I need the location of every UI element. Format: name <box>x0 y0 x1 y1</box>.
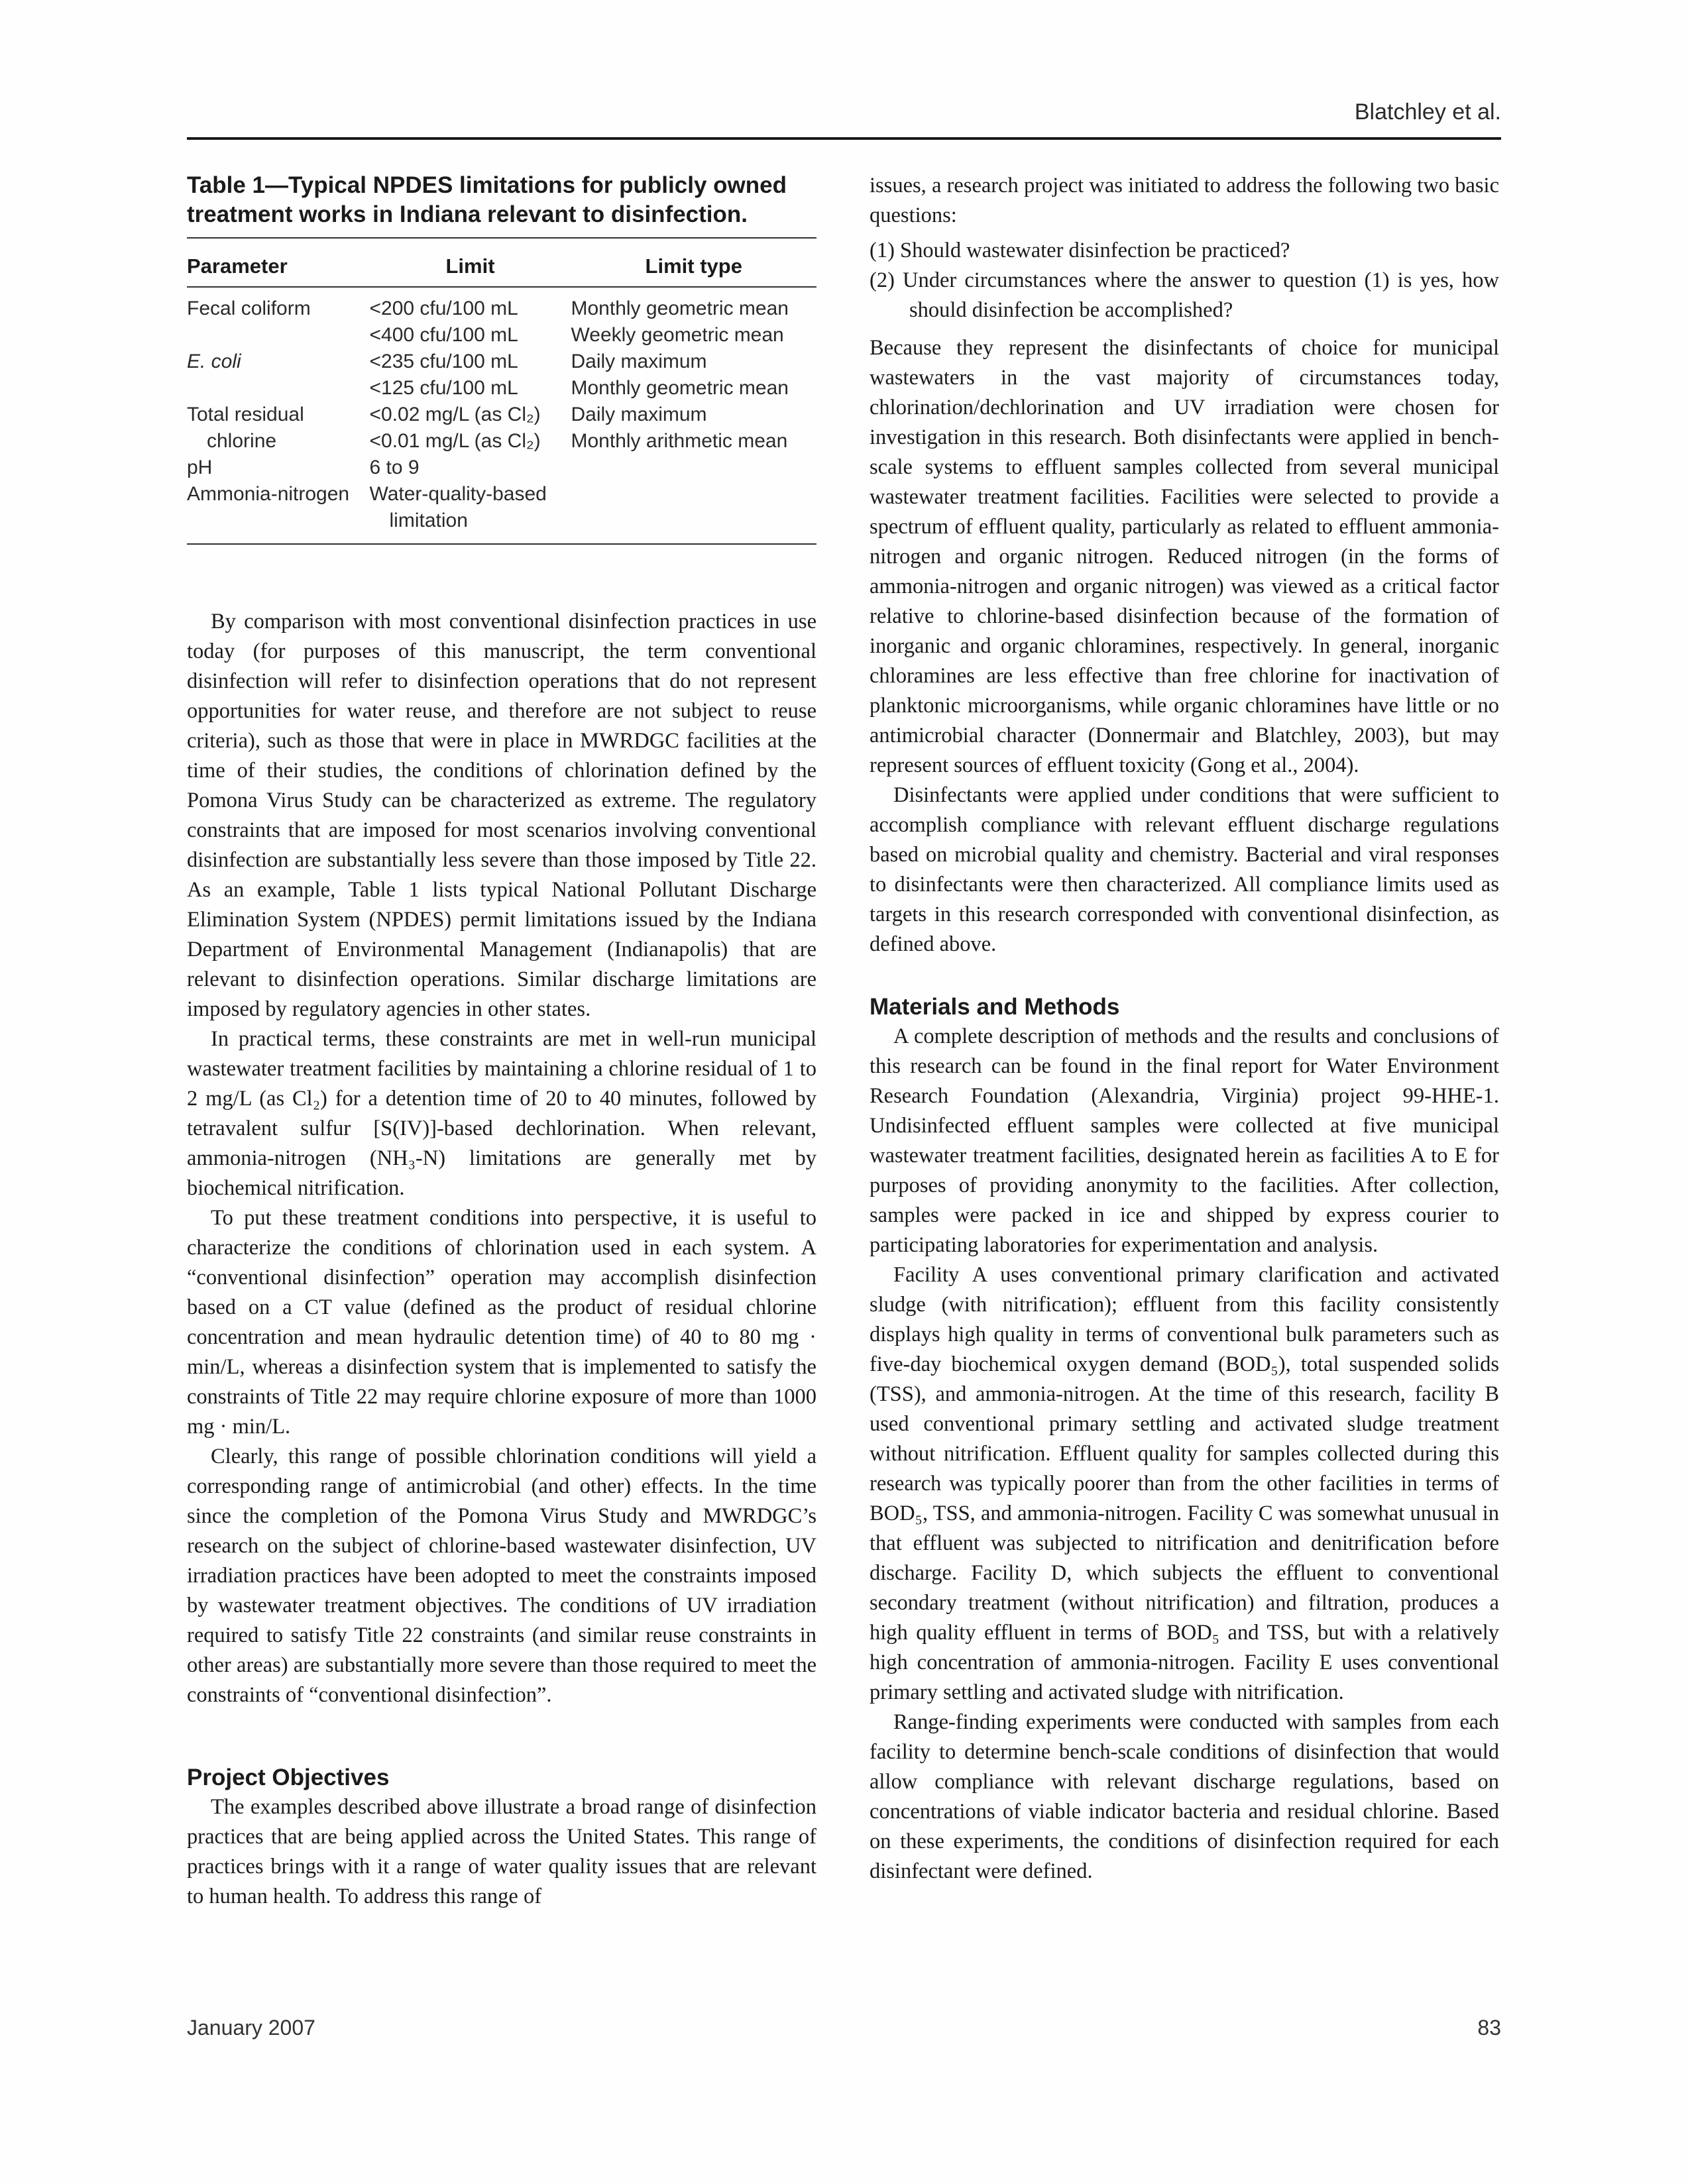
paragraph: Facility A uses conventional primary clarification and activated sludge (with nitrification); effluent from this facility consistently displays high quality in terms of conventional bulk parameters such as five-day biochemical oxygen demand (BOD₅), total suspended solids (TSS), and ammonia-nitrogen. At the time of this research, facility B used conventional primary settling and activated sludge treatment without nitrification. Effluent quality for samples collected during this research was typically poorer than from the other facilities in terms of BOD₅, TSS, and ammonia-nitrogen. Facility C was somewhat unusual in that effluent was subjected to nitrification and denitrification before discharge. Facility D, which subjects the effluent to conventional secondary treatment (without nitrification) and filtration, produces a high quality effluent in terms of BOD₅ and TSS, but with a relatively high concentration of ammonia-nitrogen. Facility E uses conventional primary settling and activated sludge with nitrification. <box>870 1263 1499 1704</box>
paragraph: issues, a research project was initiated to address the following two basic questions: <box>870 174 1499 227</box>
paragraph: By comparison with most conventional disinfection practices in use today (for purposes of this manuscript, the term conventional disinfection will refer to disinfection operations that do not represent opportunities for water reuse, and therefore are not subject to reuse criteria), such as those that were in place in MWRDGC facilities at the time of their studies, the conditions of chlorination defined by the Pomona Virus Study can be characterized as extreme. The regulatory constraints that are imposed for most scenarios involving conventional disinfection are substantially less severe than those imposed by Title 22. As an example, Table 1 lists typical National Pollutant Discharge Elimination System (NPDES) permit limitations issued by the Indiana Department of Environmental Management (Indianapolis) that are relevant to disinfection operations. Similar discharge limitations are imposed by regulatory agencies in other states. <box>187 610 816 1021</box>
table-cell-type <box>571 481 817 508</box>
table-cell-limit: <0.02 mg/L (as Cl₂) <box>369 404 541 425</box>
paragraph: Clearly, this range of possible chlorination conditions will yield a corresponding range of antimicrobial (and other) effects. In the time since the completion of the Pomona Virus Study and MWRDGC’s research on the subject of chlorine-based wastewater disinfection, UV irradiation practices have been adopted to meet the constraints imposed by wastewater treatment objectives. The conditions of UV irradiation required to satisfy Title 22 constraints (and similar reuse constraints in other areas) are substantially more severe than those required to meet the constraints of “conventional disinfection”. <box>187 1445 816 1707</box>
list-item <box>870 266 1499 325</box>
section-heading-materials-methods: Materials and Methods <box>870 994 1120 1020</box>
table-cell-limit: <235 cfu/100 mL <box>369 351 518 372</box>
question-text: Under circumstances where the answer to question (1) is yes, how should disinfection be accomplished? <box>903 268 1500 322</box>
table-cell-type: Daily maximum <box>571 404 707 425</box>
table-cell-parameter <box>187 508 370 543</box>
section-heading-project-objectives: Project Objectives <box>187 1765 390 1790</box>
table-cell-limit: <125 cfu/100 mL <box>369 377 518 399</box>
table-row <box>187 287 816 322</box>
table-row <box>187 508 816 543</box>
table-cell-limit: 6 to 9 <box>369 457 420 478</box>
header-rule <box>187 137 1501 140</box>
table-cell-parameter <box>187 322 370 349</box>
table-cell-parameter: Ammonia-nitrogen <box>187 483 350 505</box>
list-item <box>870 236 1499 266</box>
table-cell-type <box>571 508 817 543</box>
right-body-text <box>870 171 1499 231</box>
page-number: 83 <box>1477 2016 1501 2040</box>
table-row <box>187 375 816 402</box>
table-cell-parameter: pH <box>187 457 213 478</box>
table-cell-limit: <0.01 mg/L (as Cl₂) <box>369 430 541 452</box>
paragraph: Disinfectants were applied under conditions that were sufficient to accomplish compliance with relevant effluent discharge regulations based on microbial quality and chemistry. Bacterial and viral responses to disinfectants were then characterized. All compliance limits used as targets in this research corresponded with conventional disinfection, as defined above. <box>870 783 1499 956</box>
paragraph: Because they represent the disinfectants of choice for municipal wastewaters in the vast majority of circumstances today, chlorination/dechlorination and UV irradiation were chosen for investigation in this research. Both disinfectants were applied in bench-scale systems to effluent samples collected from several municipal wastewater treatment facilities. Facilities were selected to provide a spectrum of effluent quality, particularly as related to effluent ammonia-nitrogen and organic nitrogen. Reduced nitrogen (in the forms of ammonia-nitrogen and organic nitrogen) was viewed as a critical factor relative to chlorine-based disinfection because of the formation of inorganic and organic chloramines, respectively. In general, inorganic chloramines are less effective than free chlorine for inactivation of planktonic microorganisms, while organic chloramines have little or no antimicrobial character (Donnermair and Blatchley, 2003), but may represent sources of effluent toxicity (Gong et al., 2004). <box>870 336 1499 777</box>
question-number: (2) <box>870 268 895 292</box>
running-head: Blatchley et al. <box>1354 99 1501 125</box>
question-text: Should wastewater disinfection be practiced? <box>900 239 1290 262</box>
table-row <box>187 455 816 481</box>
table-row <box>187 349 816 375</box>
table-cell-limit <box>370 508 571 543</box>
table-cell-parameter-continued: chlorine <box>207 430 277 452</box>
npdes-table <box>187 244 816 543</box>
table-cell-type: Daily maximum <box>571 351 707 372</box>
paragraph: In practical terms, these constraints are met in well-run municipal wastewater treatment facilities by maintaining a chlorine residual of 1 to 2 mg/L (as Cl₂) for a detention time of 20 to 40 minutes, followed by tetravalent sulfur [S(IV)]-based dechlorination. When relevant, ammonia-nitrogen (NH₃-N) limitations are generally met by biochemical nitrification. <box>187 1027 816 1200</box>
left-body-text <box>187 607 816 1710</box>
footer-date: January 2007 <box>187 2016 315 2040</box>
left-column <box>187 171 816 1912</box>
table-row <box>187 322 816 349</box>
table-cell-limit: <200 cfu/100 mL <box>369 298 518 319</box>
table-cell-type: Weekly geometric mean <box>571 324 784 346</box>
table-cell-type: Monthly geometric mean <box>571 377 789 399</box>
table-row <box>187 402 816 428</box>
table-cell-limit: <400 cfu/100 mL <box>369 324 518 346</box>
question-number: (1) <box>870 239 895 262</box>
table-header-limit-type: Limit type <box>571 244 817 287</box>
table-row <box>187 428 816 455</box>
table-cell-limit: Water-quality-based <box>369 483 547 505</box>
paragraph: A complete description of methods and the results and conclusions of this research can be found in the final report for Water Environment Research Foundation (Alexandria, Virginia) project 99-HHE-1. Undisinfected effluent samples were collected at five municipal wastewater treatment facilities, designated herein as facilities A to E for purposes of providing anonymity to the facilities. After collection, samples were packed in ice and shipped by express courier to participating laboratories for experimentation and analysis. <box>870 1024 1499 1257</box>
table-row <box>187 481 816 508</box>
right-column <box>870 171 1499 1886</box>
table-cell-type: Monthly geometric mean <box>571 298 789 319</box>
right-body-text-methods <box>870 1022 1499 1886</box>
table-cell-parameter <box>187 375 370 402</box>
left-body-text-objectives <box>187 1792 816 1912</box>
table-caption: Table 1—Typical NPDES limitations for publicly owned treatment works in Indiana relevant to disinfection. <box>187 171 816 239</box>
table-header-limit: Limit <box>370 244 571 287</box>
table-cell-type <box>571 455 817 481</box>
research-questions-list <box>870 236 1499 325</box>
right-body-text-2 <box>870 333 1499 959</box>
table-header-parameter: Parameter <box>187 244 370 287</box>
table-cell-parameter <box>187 428 370 455</box>
paragraph: The examples described above illustrate a broad range of disinfection practices that are being applied across the United States. This range of practices brings with it a range of water quality issues that are relevant to human health. To address this range of <box>187 1795 816 1908</box>
table-cell-type: Monthly arithmetic mean <box>571 430 788 452</box>
table-cell-limit-continued: limitation <box>389 510 468 531</box>
paragraph: Range-finding experiments were conducted with samples from each facility to determine bench-scale conditions of disinfection that would allow compliance with relevant discharge regulations, based on concentrations of viable indicator bacteria and residual chlorine. Based on these experiments, the conditions of disinfection required for each disinfectant were defined. <box>870 1710 1499 1883</box>
paragraph: To put these treatment conditions into perspective, it is useful to characterize the conditions of chlorination used in each system. A “conventional disinfection” operation may accomplish disinfection based on a CT value (defined as the product of residual chlorine concentration and mean hydraulic detention time) of 40 to 80 mg · min/L, whereas a disinfection system that is implemented to satisfy the constraints of Title 22 may require chlorine exposure of more than 1000 mg · min/L. <box>187 1206 816 1439</box>
table-cell-parameter: Total residual <box>187 404 304 425</box>
table-cell-parameter: Fecal coliform <box>187 298 311 319</box>
table-cell-parameter: E. coli <box>187 351 241 372</box>
